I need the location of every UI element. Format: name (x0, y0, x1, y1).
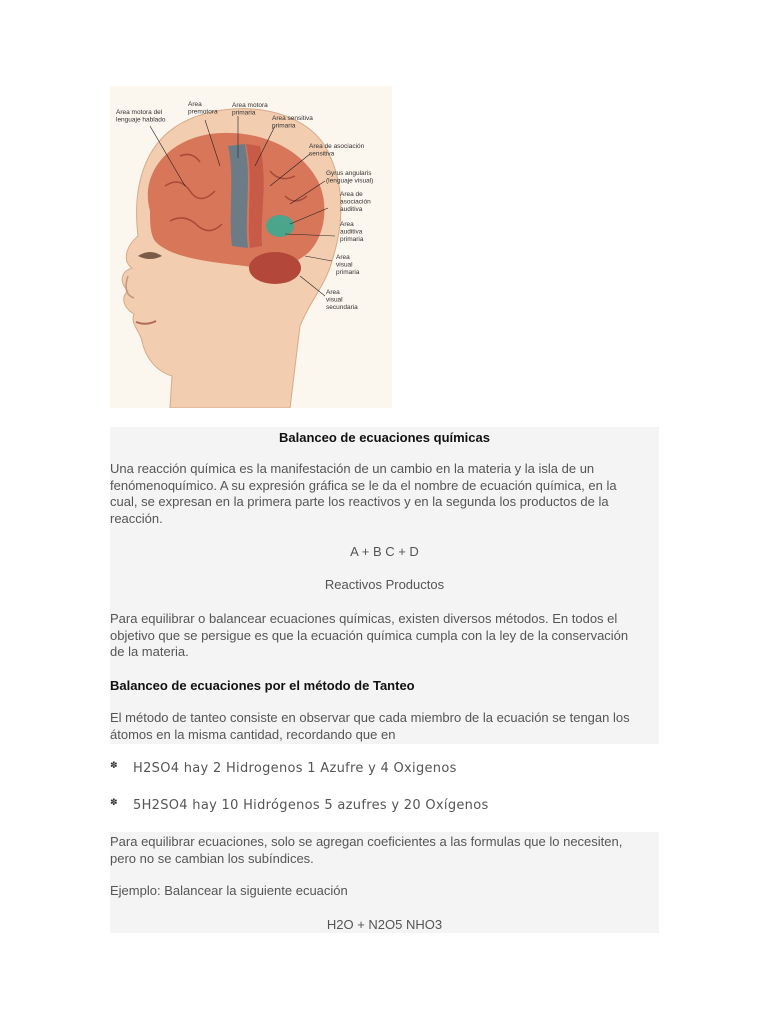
text-line: objetivo que se persigue es que la ecuación química cumpla con la ley de la conservación (110, 627, 629, 643)
section-balanceo (110, 427, 659, 744)
label-area-sensitiva-primaria: Area sensitiva primaria (272, 115, 313, 130)
label-area-premotora: Area premotora (188, 101, 218, 116)
text-line: El método de tanteo consiste en observar que cada miembro de la ecuación se tengan los (110, 710, 630, 725)
label-area-visual-secundaria: Area visual secundaria (326, 289, 358, 311)
label-area-visual-primaria: Area visual primaria (336, 254, 360, 276)
section-title: Balanceo de ecuaciones químicas (279, 430, 490, 445)
label-area-asociacion-auditiva: Area de asociación auditiva (340, 191, 371, 213)
paragraph-intro (110, 461, 655, 527)
list-item-text: H2SO4 hay 2 Hidrogenos 1 Azufre y 4 Oxigenos (133, 761, 457, 776)
bullet-icon: ✽ (110, 798, 118, 808)
section-ejemplo (110, 832, 659, 933)
label-area-auditiva-primaria: Area auditiva primaria (340, 221, 364, 243)
text-line: de la materia. (110, 644, 189, 659)
label-area-asociacion-sensitiva: Area de asociación sensitiva (309, 143, 365, 158)
brain-diagram-svg (110, 86, 392, 408)
paragraph-methods (110, 611, 655, 661)
text-line: pero no se cambian los subíndices. (110, 850, 314, 866)
text-line: Para equilibrar o balancear ecuaciones químicas, existen diversos métodos. En todos el (110, 611, 618, 626)
label-gyrus-angularis: Gyrus angularis (lenguaje visual) (326, 170, 374, 185)
equation-example: H2O + N2O5 NHO3 (326, 917, 443, 932)
text-line: Una reacción química es la manifestación de un cambio en la materia y la isla de un (110, 461, 595, 476)
brain-areas-illustration (110, 86, 392, 408)
paragraph-tanteo (110, 710, 655, 743)
paragraph-ejemplo: Ejemplo: Balancear la siguiente ecuación (110, 883, 348, 898)
label-area-motora-primaria: Area motora primaria (232, 102, 268, 117)
equation-general: A + B C + D (350, 544, 419, 559)
bullet-icon: ✽ (110, 761, 118, 771)
subtitle-tanteo: Balanceo de ecuaciones por el método de Tanteo (110, 678, 415, 693)
text-line: reacción. (110, 510, 163, 526)
paragraph-coeficientes (110, 834, 655, 867)
text-line: cual, se expresan en la primera parte los reactivos y en la segunda los productos de la (110, 494, 609, 509)
equation-caption: Reactivos Productos (324, 577, 445, 592)
cerebellum (249, 252, 301, 284)
text-line: Para equilibrar ecuaciones, solo se agregan coeficientes a las formulas que lo necesiten, (110, 834, 623, 849)
text-line: átomos en la misma cantidad, recordando que en (110, 726, 396, 742)
list-item-text: 5H2SO4 hay 10 Hidrógenos 5 azufres y 20 Oxígenos (133, 798, 489, 813)
auditory-area (266, 215, 294, 237)
label-area-motora-lenguaje: Area motora del lenguaje hablado (116, 109, 166, 124)
text-line: fenómenoquímico. A su expresión gráfica se le da el nombre de ecuación química, en la (110, 477, 617, 493)
